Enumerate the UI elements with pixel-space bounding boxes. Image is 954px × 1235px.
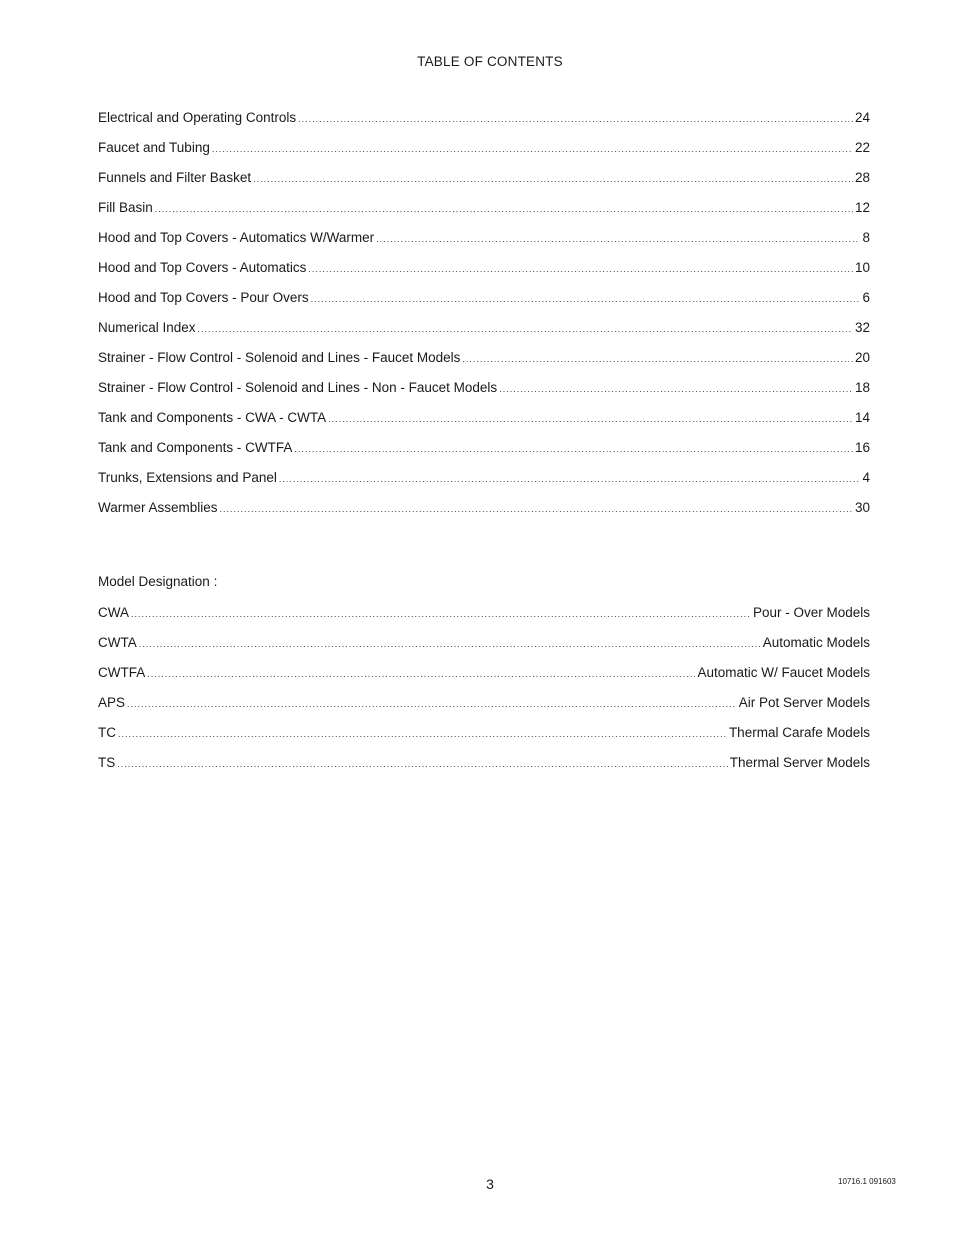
leader-dots xyxy=(127,694,737,714)
toc-entry-label: Hood and Top Covers - Automatics xyxy=(98,260,307,275)
toc-entry-page: 28 xyxy=(854,170,870,185)
toc-entry-page: 24 xyxy=(854,110,870,125)
model-code: TC xyxy=(98,725,116,740)
model-description: Automatic W/ Faucet Models xyxy=(697,665,870,680)
toc-entry-page: 16 xyxy=(854,440,870,455)
toc-entry[interactable] xyxy=(98,318,870,348)
model-entry xyxy=(98,753,870,783)
page-number: 3 xyxy=(486,1176,494,1192)
leader-dots xyxy=(117,754,727,774)
toc-entry[interactable] xyxy=(98,228,870,258)
model-code: TS xyxy=(98,755,116,770)
toc-entry-page: 20 xyxy=(854,350,870,365)
toc-entry[interactable] xyxy=(98,198,870,228)
leader-dots xyxy=(198,319,853,339)
leader-dots xyxy=(298,109,853,129)
toc-entry-page: 6 xyxy=(862,290,870,305)
model-description: Pour - Over Models xyxy=(752,605,870,620)
model-designation-heading: Model Designation : xyxy=(98,574,218,589)
toc-entry-label: Warmer Assemblies xyxy=(98,500,218,515)
model-description: Thermal Server Models xyxy=(729,755,870,770)
leader-dots xyxy=(328,409,853,429)
model-description: Air Pot Server Models xyxy=(738,695,870,710)
model-description: Thermal Carafe Models xyxy=(728,725,870,740)
toc-entry[interactable] xyxy=(98,378,870,408)
toc-entry-label: Electrical and Operating Controls xyxy=(98,110,297,125)
model-code: CWTA xyxy=(98,635,137,650)
toc-entry-page: 32 xyxy=(854,320,870,335)
toc-entry[interactable] xyxy=(98,288,870,318)
page-title: TABLE OF CONTENTS xyxy=(417,54,563,69)
toc-entry-label: Strainer - Flow Control - Solenoid and Lines - Faucet Models xyxy=(98,350,461,365)
toc-entry-page: 8 xyxy=(862,230,870,245)
toc-entry[interactable] xyxy=(98,258,870,288)
toc-entry-label: Numerical Index xyxy=(98,320,196,335)
toc-entry[interactable] xyxy=(98,498,870,528)
toc-entry[interactable] xyxy=(98,108,870,138)
toc-entry-label: Tank and Components - CWTFA xyxy=(98,440,293,455)
model-designation-list xyxy=(98,603,870,783)
leader-dots xyxy=(462,349,853,369)
toc-entry-label: Fill Basin xyxy=(98,200,153,215)
leader-dots xyxy=(376,229,860,249)
toc-entry-page: 22 xyxy=(854,140,870,155)
toc-entry[interactable] xyxy=(98,468,870,498)
model-code: APS xyxy=(98,695,126,710)
toc-list xyxy=(98,108,870,528)
toc-entry-label: Strainer - Flow Control - Solenoid and Lines - Non - Faucet Models xyxy=(98,380,498,395)
toc-entry-page: 30 xyxy=(854,500,870,515)
toc-entry[interactable] xyxy=(98,168,870,198)
toc-entry-page: 10 xyxy=(854,260,870,275)
model-description: Automatic Models xyxy=(762,635,870,650)
model-code: CWTFA xyxy=(98,665,146,680)
leader-dots xyxy=(311,289,861,309)
leader-dots xyxy=(118,724,727,744)
document-code: 10716.1 091603 xyxy=(838,1177,896,1186)
leader-dots xyxy=(147,664,695,684)
leader-dots xyxy=(294,439,853,459)
toc-entry-page: 18 xyxy=(854,380,870,395)
toc-entry-label: Hood and Top Covers - Automatics W/Warmer xyxy=(98,230,375,245)
toc-entry-page: 4 xyxy=(862,470,870,485)
toc-entry[interactable] xyxy=(98,438,870,468)
model-entry xyxy=(98,663,870,693)
leader-dots xyxy=(253,169,853,189)
leader-dots xyxy=(139,634,761,654)
leader-dots xyxy=(131,604,751,624)
toc-entry-label: Funnels and Filter Basket xyxy=(98,170,252,185)
leader-dots xyxy=(308,259,853,279)
toc-entry-page: 14 xyxy=(854,410,870,425)
toc-entry[interactable] xyxy=(98,348,870,378)
leader-dots xyxy=(212,139,853,159)
toc-entry[interactable] xyxy=(98,408,870,438)
model-entry xyxy=(98,693,870,723)
model-entry xyxy=(98,633,870,663)
toc-entry-label: Trunks, Extensions and Panel xyxy=(98,470,277,485)
model-entry xyxy=(98,723,870,753)
model-entry xyxy=(98,603,870,633)
model-code: CWA xyxy=(98,605,129,620)
toc-entry-label: Hood and Top Covers - Pour Overs xyxy=(98,290,309,305)
leader-dots xyxy=(155,199,853,219)
toc-entry-label: Faucet and Tubing xyxy=(98,140,210,155)
leader-dots xyxy=(499,379,853,399)
toc-entry[interactable] xyxy=(98,138,870,168)
toc-entry-label: Tank and Components - CWA - CWTA xyxy=(98,410,327,425)
leader-dots xyxy=(220,499,853,519)
leader-dots xyxy=(279,469,861,489)
toc-entry-page: 12 xyxy=(854,200,870,215)
